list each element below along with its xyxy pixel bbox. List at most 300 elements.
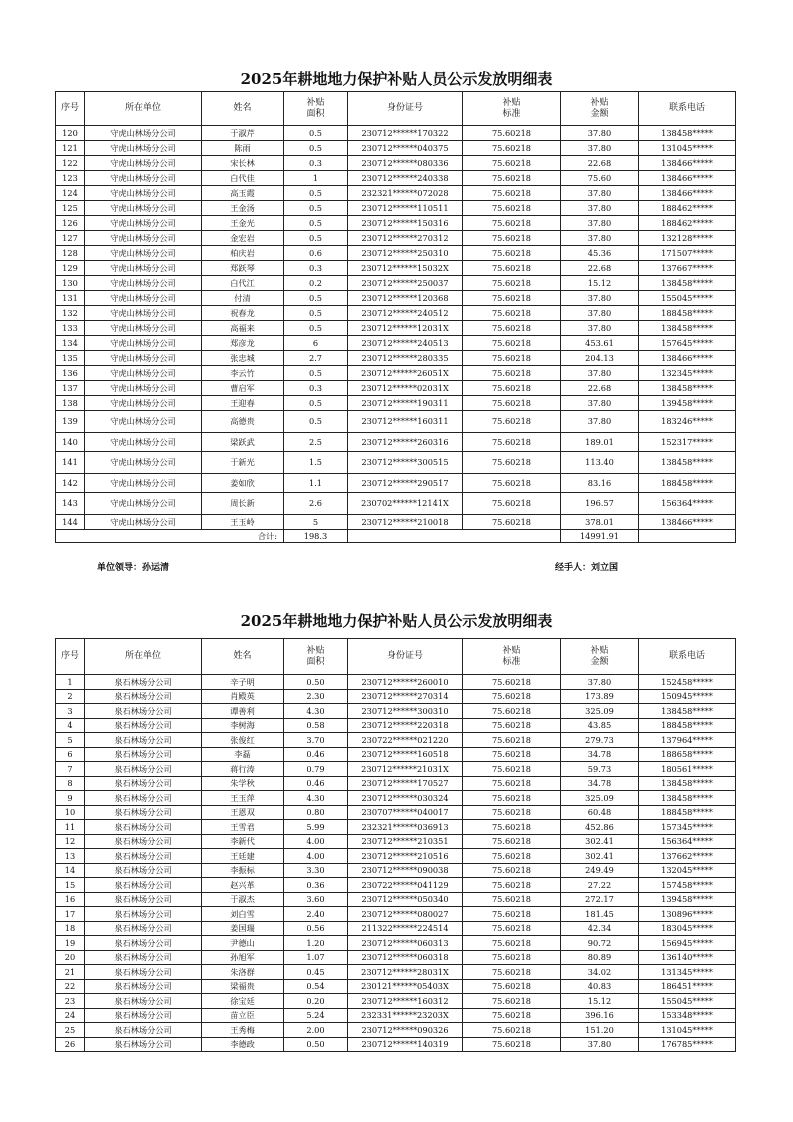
cell-unit: 守虎山林场分公司 — [85, 321, 202, 336]
cell-seq: 2 — [56, 689, 85, 704]
cell-phone: 138458***** — [639, 791, 736, 806]
cell-name: 辛子明 — [202, 675, 284, 690]
cell-seq: 140 — [56, 433, 85, 452]
cell-phone: 153348***** — [639, 1008, 736, 1023]
cell-name: 刘白雪 — [202, 907, 284, 922]
cell-phone: 152317***** — [639, 433, 736, 452]
cell-seq: 16 — [56, 892, 85, 907]
cell-unit: 守虎山林场分公司 — [85, 452, 202, 474]
total-area: 198.3 — [284, 530, 348, 543]
cell-unit: 守虎山林场分公司 — [85, 351, 202, 366]
table-row — [56, 762, 736, 777]
cell-standard: 75.60218 — [463, 675, 561, 690]
cell-name: 金宏岩 — [202, 231, 284, 246]
cell-amount: 325.09 — [561, 704, 639, 719]
cell-seq: 141 — [56, 452, 85, 474]
cell-seq: 6 — [56, 747, 85, 762]
cell-area: 4.30 — [284, 704, 348, 719]
cell-area: 0.56 — [284, 921, 348, 936]
cell-seq: 137 — [56, 381, 85, 396]
cell-area: 1.1 — [284, 474, 348, 493]
cell-unit: 守虎山林场分公司 — [85, 126, 202, 141]
cell-standard: 75.60218 — [463, 965, 561, 980]
cell-phone: 176785***** — [639, 1037, 736, 1052]
cell-name: 姜国瑞 — [202, 921, 284, 936]
cell-name: 白代江 — [202, 276, 284, 291]
cell-unit: 泉石林场分公司 — [85, 776, 202, 791]
cell-unit: 泉石林场分公司 — [85, 863, 202, 878]
cell-name: 张俊红 — [202, 733, 284, 748]
cell-name: 肖殿英 — [202, 689, 284, 704]
table-row — [56, 306, 736, 321]
cell-name: 赵兴革 — [202, 878, 284, 893]
table-row — [56, 979, 736, 994]
cell-unit: 守虎山林场分公司 — [85, 291, 202, 306]
unit-leader: 单位领导：孙运清 — [97, 563, 170, 573]
table-row — [56, 321, 736, 336]
cell-seq: 134 — [56, 336, 85, 351]
cell-phone: 156945***** — [639, 936, 736, 951]
cell-phone: 139458***** — [639, 892, 736, 907]
cell-unit: 泉石林场分公司 — [85, 689, 202, 704]
cell-phone: 188462***** — [639, 216, 736, 231]
cell-seq: 131 — [56, 291, 85, 306]
cell-area: 3.60 — [284, 892, 348, 907]
header-unit: 所在单位 — [85, 639, 202, 675]
cell-phone: 132345***** — [639, 366, 736, 381]
cell-amount: 15.12 — [561, 994, 639, 1009]
cell-id-number: 230722******021220 — [348, 733, 463, 748]
cell-id-number: 230712******260010 — [348, 675, 463, 690]
cell-amount: 37.80 — [561, 291, 639, 306]
cell-seq: 13 — [56, 849, 85, 864]
cell-standard: 75.60218 — [463, 762, 561, 777]
cell-unit: 守虎山林场分公司 — [85, 201, 202, 216]
cell-amount: 37.80 — [561, 411, 639, 433]
header-area: 补贴 面积 — [284, 92, 348, 126]
cell-id-number: 230712******210018 — [348, 515, 463, 530]
table-row — [56, 261, 736, 276]
cell-standard: 75.60218 — [463, 834, 561, 849]
cell-amount: 37.80 — [561, 396, 639, 411]
cell-seq: 127 — [56, 231, 85, 246]
cell-phone: 132128***** — [639, 231, 736, 246]
cell-name: 孙旭军 — [202, 950, 284, 965]
cell-standard: 75.60218 — [463, 892, 561, 907]
cell-id-number: 230712******260316 — [348, 433, 463, 452]
cell-seq: 19 — [56, 936, 85, 951]
table-row — [56, 747, 736, 762]
handler: 经手人：刘立国 — [555, 563, 619, 573]
cell-unit: 泉石林场分公司 — [85, 1037, 202, 1052]
cell-amount: 37.80 — [561, 126, 639, 141]
cell-unit: 守虎山林场分公司 — [85, 276, 202, 291]
cell-unit: 泉石林场分公司 — [85, 675, 202, 690]
cell-amount: 83.16 — [561, 474, 639, 493]
cell-phone: 155045***** — [639, 291, 736, 306]
cell-amount: 43.85 — [561, 718, 639, 733]
cell-phone: 136140***** — [639, 950, 736, 965]
cell-seq: 121 — [56, 141, 85, 156]
cell-standard: 75.60218 — [463, 849, 561, 864]
table-row — [56, 776, 736, 791]
cell-standard: 75.60218 — [463, 1023, 561, 1038]
cell-seq: 138 — [56, 396, 85, 411]
cell-unit: 泉石林场分公司 — [85, 747, 202, 762]
cell-standard: 75.60218 — [463, 493, 561, 515]
table-row — [56, 474, 736, 493]
cell-seq: 11 — [56, 820, 85, 835]
header-name: 姓名 — [202, 92, 284, 126]
cell-name: 高德贵 — [202, 411, 284, 433]
cell-amount: 22.68 — [561, 381, 639, 396]
cell-name: 曹启军 — [202, 381, 284, 396]
cell-id-number: 230712******250037 — [348, 276, 463, 291]
cell-seq: 7 — [56, 762, 85, 777]
cell-phone: 183246***** — [639, 411, 736, 433]
cell-id-number: 230712******160518 — [348, 747, 463, 762]
header-id-number: 身份证号 — [348, 92, 463, 126]
cell-id-number: 230712******220318 — [348, 718, 463, 733]
cell-seq: 129 — [56, 261, 85, 276]
cell-name: 王雪君 — [202, 820, 284, 835]
cell-id-number: 230712******240512 — [348, 306, 463, 321]
cell-seq: 22 — [56, 979, 85, 994]
cell-unit: 守虎山林场分公司 — [85, 474, 202, 493]
cell-seq: 128 — [56, 246, 85, 261]
cell-amount: 249.49 — [561, 863, 639, 878]
cell-area: 5.99 — [284, 820, 348, 835]
cell-id-number: 230712******210351 — [348, 834, 463, 849]
cell-phone: 188462***** — [639, 201, 736, 216]
cell-standard: 75.60218 — [463, 1037, 561, 1052]
cell-phone: 188458***** — [639, 474, 736, 493]
cell-seq: 122 — [56, 156, 85, 171]
cell-id-number: 230712******250310 — [348, 246, 463, 261]
cell-standard: 75.60218 — [463, 381, 561, 396]
cell-standard: 75.60218 — [463, 126, 561, 141]
cell-id-number: 230121******05403X — [348, 979, 463, 994]
cell-seq: 144 — [56, 515, 85, 530]
cell-name: 李树海 — [202, 718, 284, 733]
cell-seq: 120 — [56, 126, 85, 141]
cell-seq: 126 — [56, 216, 85, 231]
cell-amount: 325.09 — [561, 791, 639, 806]
cell-standard: 75.60218 — [463, 515, 561, 530]
cell-name: 于淑杰 — [202, 892, 284, 907]
total-empty — [639, 530, 736, 543]
cell-amount: 34.02 — [561, 965, 639, 980]
cell-phone: 157345***** — [639, 820, 736, 835]
cell-standard: 75.60218 — [463, 791, 561, 806]
table-row — [56, 336, 736, 351]
cell-area: 5 — [284, 515, 348, 530]
cell-unit: 泉石林场分公司 — [85, 733, 202, 748]
cell-area: 0.46 — [284, 747, 348, 762]
total-amount: 14991.91 — [561, 530, 639, 543]
table-row — [56, 493, 736, 515]
cell-id-number: 230712******160312 — [348, 994, 463, 1009]
cell-seq: 12 — [56, 834, 85, 849]
cell-phone: 180561***** — [639, 762, 736, 777]
cell-phone: 152458***** — [639, 675, 736, 690]
cell-seq: 136 — [56, 366, 85, 381]
cell-phone: 171507***** — [639, 246, 736, 261]
header-id-number: 身份证号 — [348, 639, 463, 675]
cell-phone: 157645***** — [639, 336, 736, 351]
header-name: 姓名 — [202, 639, 284, 675]
table-1-title: 2025年耕地地力保护补贴人员公示发放明细表 — [240, 70, 553, 88]
cell-id-number: 230712******090038 — [348, 863, 463, 878]
cell-id-number: 230712******080027 — [348, 907, 463, 922]
cell-id-number: 230712******300310 — [348, 704, 463, 719]
cell-area: 0.5 — [284, 321, 348, 336]
cell-id-number: 230712******170322 — [348, 126, 463, 141]
cell-phone: 131345***** — [639, 965, 736, 980]
cell-phone: 138458***** — [639, 126, 736, 141]
cell-id-number: 230712******270314 — [348, 689, 463, 704]
cell-id-number: 230712******240513 — [348, 336, 463, 351]
cell-unit: 泉石林场分公司 — [85, 878, 202, 893]
table-row — [56, 791, 736, 806]
cell-name: 尹德山 — [202, 936, 284, 951]
cell-id-number: 230712******160311 — [348, 411, 463, 433]
cell-standard: 75.60218 — [463, 704, 561, 719]
cell-name: 王秀梅 — [202, 1023, 284, 1038]
cell-id-number: 230712******190311 — [348, 396, 463, 411]
cell-amount: 189.01 — [561, 433, 639, 452]
table-row — [56, 126, 736, 141]
cell-amount: 37.80 — [561, 216, 639, 231]
table-row — [56, 849, 736, 864]
cell-standard: 75.60218 — [463, 733, 561, 748]
cell-area: 0.50 — [284, 675, 348, 690]
cell-area: 2.5 — [284, 433, 348, 452]
table-row — [56, 433, 736, 452]
cell-amount: 173.89 — [561, 689, 639, 704]
header-phone: 联系电话 — [639, 639, 736, 675]
cell-unit: 泉石林场分公司 — [85, 834, 202, 849]
cell-area: 4.00 — [284, 849, 348, 864]
cell-unit: 泉石林场分公司 — [85, 791, 202, 806]
cell-standard: 75.60218 — [463, 921, 561, 936]
cell-phone: 138466***** — [639, 186, 736, 201]
cell-area: 0.20 — [284, 994, 348, 1009]
cell-unit: 泉石林场分公司 — [85, 849, 202, 864]
header-standard: 补贴 标准 — [463, 92, 561, 126]
total-label: 合计: — [56, 530, 284, 543]
cell-area: 5.24 — [284, 1008, 348, 1023]
cell-name: 朱洛群 — [202, 965, 284, 980]
cell-id-number: 230712******090326 — [348, 1023, 463, 1038]
cell-seq: 18 — [56, 921, 85, 936]
cell-name: 谭善利 — [202, 704, 284, 719]
header-unit: 所在单位 — [85, 92, 202, 126]
header-amount: 补贴 金额 — [561, 639, 639, 675]
table-row — [56, 366, 736, 381]
cell-phone: 188458***** — [639, 306, 736, 321]
cell-amount: 15.12 — [561, 276, 639, 291]
cell-unit: 守虎山林场分公司 — [85, 171, 202, 186]
cell-amount: 302.41 — [561, 834, 639, 849]
cell-standard: 75.60218 — [463, 907, 561, 922]
cell-id-number: 230712******150316 — [348, 216, 463, 231]
cell-seq: 1 — [56, 675, 85, 690]
cell-unit: 守虎山林场分公司 — [85, 515, 202, 530]
cell-name: 高玉霞 — [202, 186, 284, 201]
header-seq: 序号 — [56, 639, 85, 675]
cell-area: 0.5 — [284, 141, 348, 156]
cell-id-number: 232321******072028 — [348, 186, 463, 201]
cell-standard: 75.60218 — [463, 747, 561, 762]
cell-standard: 75.60218 — [463, 291, 561, 306]
cell-unit: 泉石林场分公司 — [85, 1008, 202, 1023]
cell-name: 柏庆岩 — [202, 246, 284, 261]
cell-id-number: 230712******170527 — [348, 776, 463, 791]
cell-standard: 75.60218 — [463, 878, 561, 893]
cell-seq: 15 — [56, 878, 85, 893]
table-row — [56, 1008, 736, 1023]
cell-area: 0.5 — [284, 186, 348, 201]
cell-id-number: 230712******060318 — [348, 950, 463, 965]
total-empty — [348, 530, 561, 543]
cell-name: 高福来 — [202, 321, 284, 336]
cell-id-number: 230712******110511 — [348, 201, 463, 216]
cell-id-number: 230712******21031X — [348, 762, 463, 777]
cell-area: 1.20 — [284, 936, 348, 951]
table-row — [56, 907, 736, 922]
cell-area: 1 — [284, 171, 348, 186]
cell-amount: 37.80 — [561, 1037, 639, 1052]
cell-id-number: 230702******12141X — [348, 493, 463, 515]
cell-area: 0.58 — [284, 718, 348, 733]
cell-amount: 452.86 — [561, 820, 639, 835]
cell-id-number: 230712******280335 — [348, 351, 463, 366]
cell-id-number: 230712******120368 — [348, 291, 463, 306]
cell-phone: 138458***** — [639, 321, 736, 336]
cell-phone: 138458***** — [639, 276, 736, 291]
cell-seq: 123 — [56, 171, 85, 186]
table-row — [56, 381, 736, 396]
cell-area: 0.5 — [284, 216, 348, 231]
cell-seq: 25 — [56, 1023, 85, 1038]
cell-unit: 守虎山林场分公司 — [85, 231, 202, 246]
table-row — [56, 675, 736, 690]
cell-seq: 10 — [56, 805, 85, 820]
cell-amount: 75.60 — [561, 171, 639, 186]
cell-seq: 23 — [56, 994, 85, 1009]
cell-area: 0.5 — [284, 306, 348, 321]
cell-unit: 守虎山林场分公司 — [85, 216, 202, 231]
cell-amount: 272.17 — [561, 892, 639, 907]
cell-standard: 75.60218 — [463, 321, 561, 336]
cell-area: 3.30 — [284, 863, 348, 878]
cell-area: 0.45 — [284, 965, 348, 980]
table-row — [56, 1037, 736, 1052]
cell-phone: 188658***** — [639, 747, 736, 762]
cell-name: 王迎春 — [202, 396, 284, 411]
cell-phone: 131045***** — [639, 141, 736, 156]
cell-area: 0.3 — [284, 261, 348, 276]
cell-standard: 75.60218 — [463, 776, 561, 791]
cell-amount: 34.78 — [561, 747, 639, 762]
cell-unit: 守虎山林场分公司 — [85, 141, 202, 156]
table-row — [56, 863, 736, 878]
cell-amount: 37.80 — [561, 231, 639, 246]
cell-id-number: 232331******23203X — [348, 1008, 463, 1023]
cell-standard: 75.60218 — [463, 216, 561, 231]
cell-area: 3.70 — [284, 733, 348, 748]
cell-id-number: 211322******224514 — [348, 921, 463, 936]
cell-name: 李德政 — [202, 1037, 284, 1052]
cell-id-number: 230722******041129 — [348, 878, 463, 893]
cell-standard: 75.60218 — [463, 474, 561, 493]
cell-amount: 37.80 — [561, 366, 639, 381]
table-row — [56, 820, 736, 835]
cell-amount: 302.41 — [561, 849, 639, 864]
cell-area: 0.5 — [284, 126, 348, 141]
cell-area: 1.07 — [284, 950, 348, 965]
cell-amount: 45.36 — [561, 246, 639, 261]
cell-amount: 42.34 — [561, 921, 639, 936]
cell-name: 李新代 — [202, 834, 284, 849]
cell-phone: 137662***** — [639, 849, 736, 864]
cell-standard: 75.60218 — [463, 979, 561, 994]
cell-phone: 139458***** — [639, 396, 736, 411]
cell-seq: 142 — [56, 474, 85, 493]
cell-amount: 34.78 — [561, 776, 639, 791]
table-row — [56, 186, 736, 201]
cell-name: 周长新 — [202, 493, 284, 515]
cell-phone: 188458***** — [639, 805, 736, 820]
cell-area: 1.5 — [284, 452, 348, 474]
cell-amount: 40.83 — [561, 979, 639, 994]
cell-standard: 75.60218 — [463, 336, 561, 351]
cell-id-number: 230712******270312 — [348, 231, 463, 246]
cell-phone: 138458***** — [639, 381, 736, 396]
cell-seq: 124 — [56, 186, 85, 201]
table-row — [56, 201, 736, 216]
cell-area: 0.36 — [284, 878, 348, 893]
cell-unit: 守虎山林场分公司 — [85, 156, 202, 171]
cell-area: 0.5 — [284, 201, 348, 216]
table-row — [56, 878, 736, 893]
cell-amount: 204.13 — [561, 351, 639, 366]
cell-phone: 132045***** — [639, 863, 736, 878]
cell-phone: 138466***** — [639, 171, 736, 186]
table-row — [56, 291, 736, 306]
cell-area: 0.80 — [284, 805, 348, 820]
cell-phone: 157458***** — [639, 878, 736, 893]
cell-unit: 泉石林场分公司 — [85, 994, 202, 1009]
cell-amount: 37.80 — [561, 186, 639, 201]
cell-name: 于淑芹 — [202, 126, 284, 141]
cell-amount: 90.72 — [561, 936, 639, 951]
cell-unit: 泉石林场分公司 — [85, 820, 202, 835]
cell-standard: 75.60218 — [463, 805, 561, 820]
cell-id-number: 230712******15032X — [348, 261, 463, 276]
cell-area: 2.7 — [284, 351, 348, 366]
cell-name: 蒋行涛 — [202, 762, 284, 777]
cell-phone: 130896***** — [639, 907, 736, 922]
cell-name: 王金汤 — [202, 201, 284, 216]
cell-unit: 泉石林场分公司 — [85, 718, 202, 733]
cell-standard: 75.60218 — [463, 171, 561, 186]
cell-standard: 75.60218 — [463, 950, 561, 965]
cell-standard: 75.60218 — [463, 201, 561, 216]
cell-amount: 80.89 — [561, 950, 639, 965]
cell-name: 王金光 — [202, 216, 284, 231]
